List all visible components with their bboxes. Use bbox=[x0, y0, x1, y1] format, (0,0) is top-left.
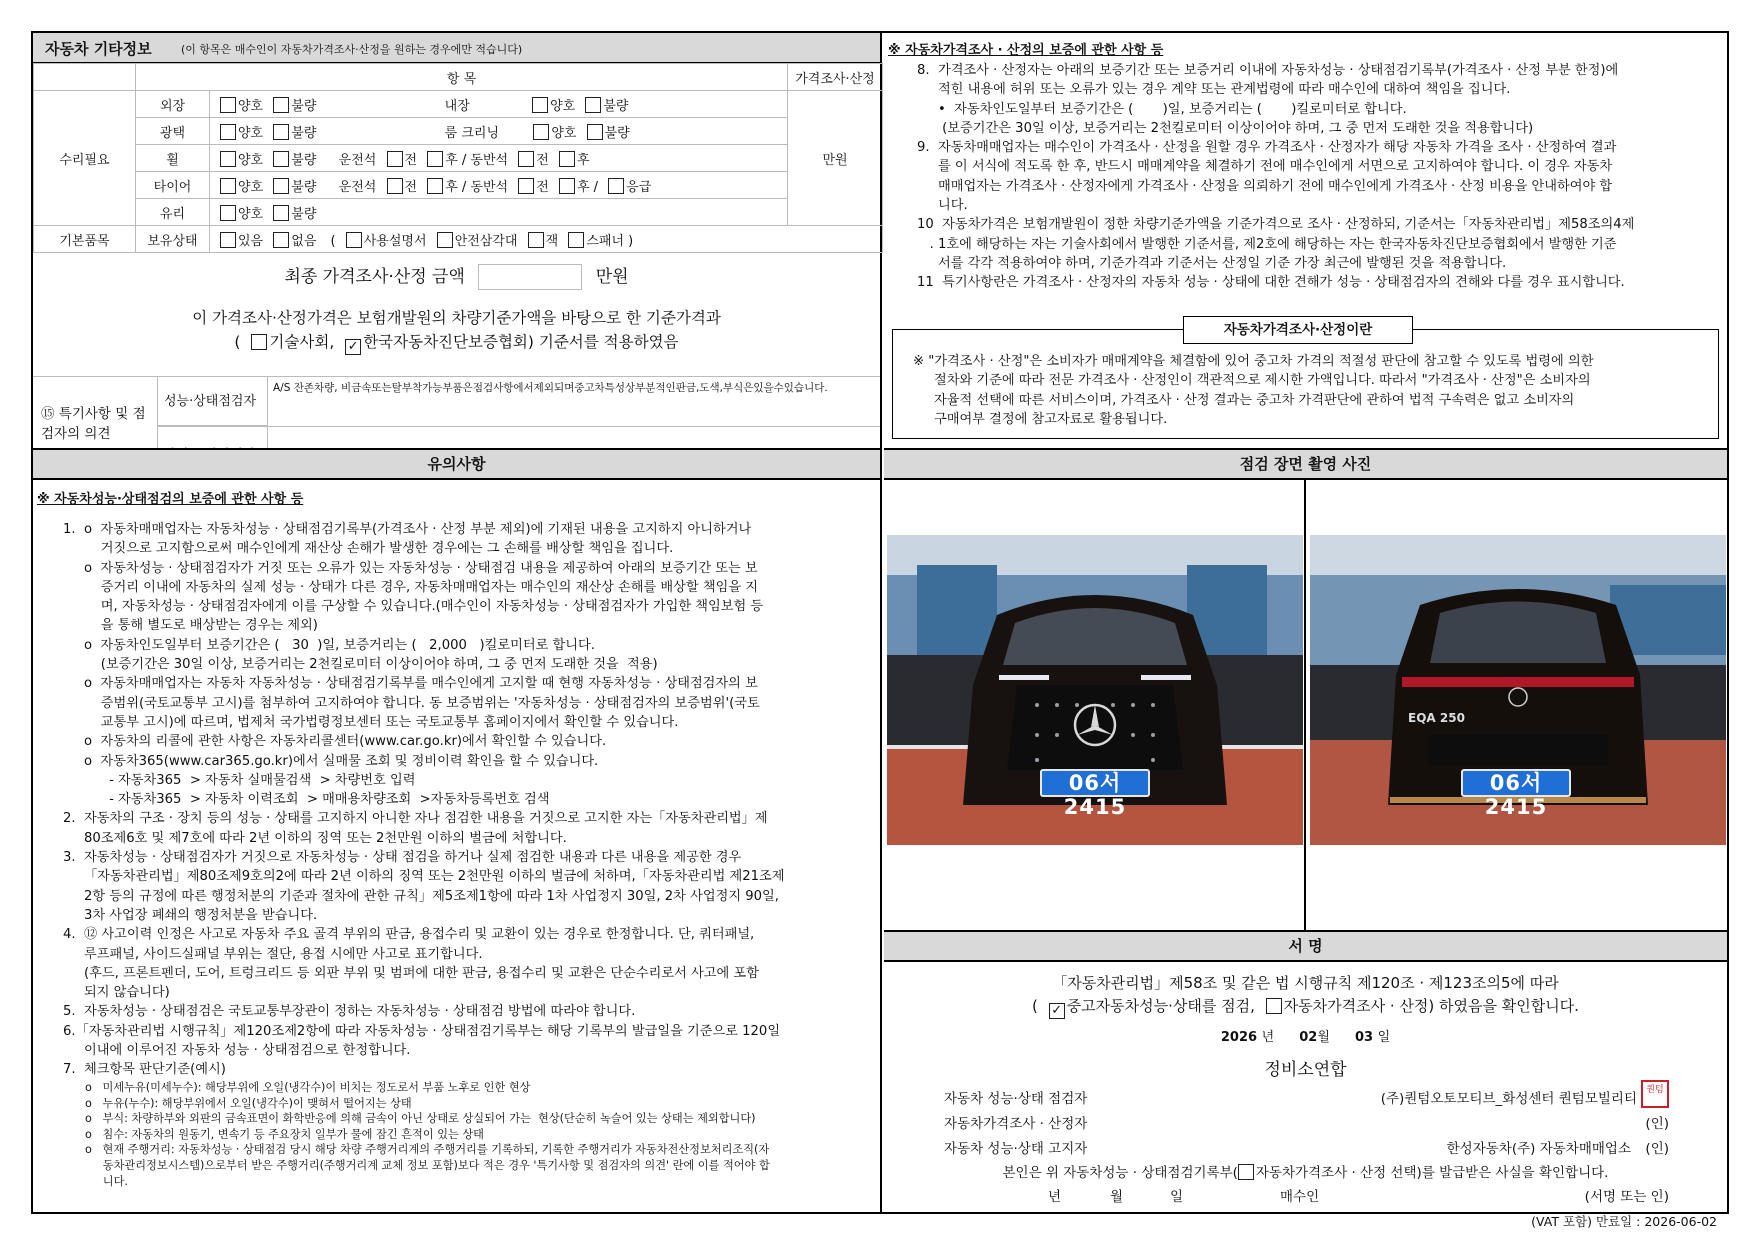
text-line: o 미세누유(미세누수): 해당부위에 오일(냉각수)이 비치는 정도로서 부품 노후로 인한 현상 bbox=[85, 1081, 531, 1094]
basis-kaa-checkbox[interactable]: ✓ bbox=[345, 339, 361, 355]
interior-good-checkbox[interactable] bbox=[532, 97, 548, 113]
price-guarantee bbox=[884, 33, 1727, 448]
expiry-footer: (VAT 포함) 만료일 : 2026-06-02 bbox=[1531, 1214, 1717, 1229]
photo-area bbox=[884, 480, 1727, 930]
text-line: 서를 각각 적용하여야 하며, 기준가격과 기준서는 산정일 기준 가장 최근에 발행된 것을 적용합니다. bbox=[917, 255, 1507, 271]
text-line: 「자동차관리법」제80조제9호의2에 따라 2년 이하의 징역 또는 2천만원 이하의 벌금에 처하며,「자동차관리법 제21조제 bbox=[63, 869, 785, 885]
text-line: o 침수: 자동차의 원동기, 변속기 등 주요장치 일부가 물에 잠긴 흔적이 있는 상태 bbox=[85, 1127, 484, 1141]
spanner-checkbox[interactable] bbox=[568, 232, 584, 248]
photo-header: 점검 장면 촬영 사진 bbox=[884, 448, 1727, 480]
text-line: • 자동차인도일부터 보증기간은 ( )일, 보증거리는 ( )킬로미터로 합니다. bbox=[917, 101, 1407, 117]
wheel-good-checkbox[interactable] bbox=[220, 151, 236, 167]
pricer-row-seal: (인) bbox=[1645, 1116, 1669, 1132]
exterior-row: 양호 불량 내장 양호 불량 bbox=[210, 91, 788, 118]
text-line: o 자동차매매업자는 자동차 자동차성능 · 상태점검기록부를 매수인에게 고지할 때 현행 자동차성능 · 상태점검자의 보 bbox=[63, 676, 758, 692]
front-photo bbox=[887, 535, 1303, 845]
left-column bbox=[33, 33, 882, 1212]
buyer-sign: (서명 또는 인) bbox=[1584, 1189, 1669, 1205]
sign-law: 「자동차관리법」제58조 및 같은 법 시행규칙 제120조 · 제123조의5에 따라 bbox=[1052, 974, 1559, 992]
text-line: o 부식: 차량하부와 외판의 금속표면이 화학반응에 의해 금속이 아닌 상태로 상실되어 가는 현상(단순히 녹슬어 있는 상태는 제외합니다) bbox=[85, 1112, 756, 1126]
text-line: 8. 가격조사 · 산정자는 아래의 보증기간 또는 보증거리 이내에 자동차성능 · 상태점검기록부(가격조사 · 산정 부분 한정)에 bbox=[917, 63, 1619, 78]
jack-checkbox[interactable] bbox=[528, 232, 544, 248]
text-line: 되지 않습니다) bbox=[63, 985, 170, 1001]
sign-date: 2026 년 02월 03 일 bbox=[1220, 1030, 1391, 1045]
text-line: 매매업자는 가격조사 · 산정자에게 가격조사 · 산정을 의뢰하기 전에 매수인에게 가격조사 · 산정 비용을 안내하여야 합 bbox=[917, 178, 1613, 194]
wheel-row: 양호 불량 운전석 전 후 / 동반석 전 후 bbox=[210, 145, 788, 172]
manual-checkbox[interactable] bbox=[346, 232, 362, 248]
glass-good-checkbox[interactable] bbox=[220, 205, 236, 221]
text-line: 루프패널, 사이드실패널 부위는 절단, 용접 시에만 사고로 표기합니다. bbox=[63, 946, 483, 962]
gloss-row: 양호 불량 룸 크리닝 양호 불량 bbox=[210, 118, 788, 145]
association-name: 정비소연합 bbox=[1264, 1060, 1347, 1080]
final-price-label: 최종 가격조사·산정 금액 bbox=[284, 267, 465, 287]
buyer-price-checkbox[interactable] bbox=[1238, 1164, 1254, 1180]
glass-bad-checkbox[interactable] bbox=[273, 205, 289, 221]
owned-no-checkbox[interactable] bbox=[273, 232, 289, 248]
tire-pass-front-checkbox[interactable] bbox=[518, 178, 534, 194]
text-line: 6.「자동차관리법 시행규칙」제120조제2항에 따라 자동차성능 · 상태점검기록부는 해당 기록부의 발급일을 기준으로 120일 bbox=[63, 1023, 781, 1039]
buyer-day: 일 bbox=[1170, 1189, 1184, 1205]
notifier-row-label: 자동차 성능·상태 고지자 bbox=[944, 1141, 1088, 1157]
text-line: 자율적 선택에 따른 서비스이며, 가격조사 · 산정 결과는 중고차 가격판단에 관하여 법적 구속력은 없고 소비자의 bbox=[913, 392, 1575, 408]
model-badge: EQA 250 bbox=[1408, 711, 1465, 725]
text-line: 며, 자동차성능 · 상태점검자에게 이를 구상할 수 있습니다.(매수인이 자동차성능 · 상태점검자가 가입한 책임보험 등 bbox=[63, 599, 764, 615]
gloss-bad-checkbox[interactable] bbox=[273, 124, 289, 140]
gloss-label: 광택 bbox=[136, 118, 210, 145]
text-line: - 자동차365 > 자동차 이력조회 > 매매용차량조회 >자동차등록번호 검색 bbox=[63, 792, 550, 808]
text-line: 2. 자동차의 구조 · 장치 등의 성능 · 상태를 고지하지 아니한 자나 점검한 내용을 거짓으로 고지한 자는「자동차관리법」제 bbox=[63, 811, 768, 827]
right-column bbox=[884, 33, 1727, 1229]
basic-row: 있음 없음 ( 사용설명서 안전삼각대 잭 스패너 ) bbox=[210, 226, 883, 253]
buyer-confirm: 본인은 위 자동차성능 · 상태점검기록부( 자동차가격조사 · 산정 선택)를 발급받은 사실을 확인합니다. bbox=[1002, 1165, 1609, 1181]
notice-header: 유의사항 bbox=[33, 448, 880, 480]
text-line: 을 통해 별도로 배상받는 경우는 제외) bbox=[63, 618, 318, 634]
tire-bad-checkbox[interactable] bbox=[273, 178, 289, 194]
exterior-label: 외장 bbox=[136, 91, 210, 118]
interior-bad-checkbox[interactable] bbox=[585, 97, 601, 113]
guarantee-list bbox=[917, 61, 1723, 293]
gloss-good-checkbox[interactable] bbox=[220, 124, 236, 140]
basic-label: 기본품목 bbox=[34, 226, 136, 253]
wheel-driver-front-checkbox[interactable] bbox=[387, 151, 403, 167]
glass-row: 양호 불량 bbox=[210, 199, 788, 226]
text-line: 1. o 자동차매매업자는 자동차성능 · 상태점검기록부(가격조사 · 산정 부분 제외)에 기재된 내용을 고지하지 아니하거나 bbox=[63, 522, 752, 537]
tire-pass-rear-checkbox[interactable] bbox=[559, 178, 575, 194]
text-line: 4. ⑫ 사고이력 인정은 사고로 자동차 주요 골격 부위의 판금, 용접수리 및 교환이 있는 경우로 한정합니다. 단, 쿼터패널, bbox=[63, 927, 755, 943]
pricer-row-label: 자동차가격조사 · 산정자 bbox=[944, 1116, 1088, 1132]
final-price-block bbox=[33, 253, 880, 377]
definition-title: 자동차가격조사·산정이란 bbox=[1183, 316, 1413, 344]
inspector-row-label: 자동차 성능·상태 점검자 bbox=[944, 1091, 1088, 1107]
text-line: 11 특기사항란은 가격조사 · 산정자의 자동차 성능 · 상태에 대한 견해가 성능 · 상태점검자의 견해와 다를 경우 표시합니다. bbox=[917, 275, 1625, 291]
inspection-sheet bbox=[31, 31, 1729, 1229]
notifier-row-value: 한성자동차(주) 자동차매매업소 bbox=[1446, 1141, 1631, 1157]
rear-photo bbox=[1310, 535, 1726, 845]
price-unit: 만원 bbox=[788, 91, 883, 226]
text-line: o 현재 주행거리: 자동차성능 · 상태점검 당시 해당 차량 주행거리계의 주행거리를 기록하되, 기록한 주행거리가 자동차전산정보처리조직(자 bbox=[85, 1143, 770, 1157]
text-line: (보증기간은 30일 이상, 보증거리는 2천킬로미터 이상이어야 하며, 그 중 먼저 도래한 것을 적용합니다) bbox=[917, 120, 1534, 136]
tire-driver-front-checkbox[interactable] bbox=[387, 178, 403, 194]
notifier-row-seal: (인) bbox=[1645, 1141, 1669, 1157]
inspector-text: A/S 잔존차량, 비금속또는탈부착가능부품은점검사항에서제외되며중고차특성상부분적인판금,도색,부식은있을수있습니다. bbox=[273, 382, 828, 394]
tire-driver-rear-checkbox[interactable] bbox=[427, 178, 443, 194]
text-line: 동차관리정보시스템)으로부터 받은 주행거리(주행거리계 교체 정보 포함)보다 적은 경우 '특기사항 및 점검자의 의견' 란에 이를 적어야 합 bbox=[85, 1158, 770, 1172]
price-header: 가격조사·산정 bbox=[788, 64, 883, 91]
text-line: 를 이 서식에 적도록 한 후, 반드시 매매계약을 체결하기 전에 매수인에게 서면으로 고지하여야 합니다. 이 경우 자동차 bbox=[917, 159, 1613, 175]
owned-label: 보유상태 bbox=[136, 226, 210, 253]
wheel-pass-front-checkbox[interactable] bbox=[518, 151, 534, 167]
buyer-year: 년 bbox=[1048, 1189, 1062, 1205]
text-line: o 자동차의 리콜에 관한 사항은 자동차리콜센터(www.car.go.kr)에서 확인할 수 있습니다. bbox=[63, 734, 607, 750]
price-check-checkbox[interactable] bbox=[1266, 998, 1282, 1014]
repair-label: 수리필요 bbox=[34, 91, 136, 226]
text-line: 5. 자동차성능 · 상태점검은 국토교통부장관이 정하는 자동차성능 · 상태점검 방법에 따라야 합니다. bbox=[63, 1004, 636, 1020]
text-line: 거짓으로 고지함으로써 매수인에게 재산상 손해가 발생한 경우에는 그 손해를 배상할 책임을 집니다. bbox=[63, 541, 674, 557]
tire-label: 타이어 bbox=[136, 172, 210, 199]
company-seal: 퀀텀 bbox=[1641, 1080, 1669, 1108]
check-list bbox=[85, 1080, 878, 1189]
text-line: 니다. bbox=[85, 1174, 128, 1188]
other-info-header bbox=[33, 33, 880, 63]
text-line: (후드, 프론트펜더, 도어, 트렁크리드 등 외판 부위 및 범퍼에 대한 판금, 용접수리 및 교환은 단순수리로서 사고에 포함 bbox=[63, 965, 759, 981]
sign-area bbox=[884, 962, 1727, 1229]
text-line: . 1호에 해당하는 자는 기술사회에서 발행한 기준서를, 제2호에 해당하는 자는 한국자동차진단보증협회에서 발행한 기준 bbox=[917, 236, 1617, 252]
other-info-table bbox=[33, 63, 880, 251]
basis-line-2: ( 기술사회, ✓ 한국자동차진단보증협회) 기준서를 적용하였음 bbox=[234, 333, 679, 354]
inspector-row-value: (주)퀀텀오토모티브_화성센터 퀀텀모빌리티 bbox=[1380, 1091, 1637, 1107]
text-line: 적힌 내용에 허위 또는 오류가 있는 경우 계약 또는 관계법령에 따라 매수인에 대하여 책임을 집니다. bbox=[917, 82, 1511, 98]
buyer-label: 매수인 bbox=[1280, 1189, 1320, 1205]
inspector-label: 성능·상태점검자 bbox=[158, 376, 268, 426]
notice-subtitle: ※ 자동차성능·상태점검의 보증에 관한 사항 등 bbox=[37, 492, 304, 507]
sign-confirm: ( ✓ 중고자동차성능·상태를 점검, 자동차가격조사 · 산정) 하였음을 확인합니다. bbox=[1032, 997, 1579, 1018]
text-line: 3. 자동차성능 · 상태점검자가 거짓으로 자동차성능 · 상태 점검을 하거나 실제 점검한 내용과 다른 내용을 제공한 경우 bbox=[63, 850, 742, 866]
rear-plate: 06서 2415 bbox=[1461, 769, 1571, 797]
definition-text bbox=[913, 352, 1712, 429]
room-good-checkbox[interactable] bbox=[533, 124, 549, 140]
used-car-checkbox[interactable]: ✓ bbox=[1049, 1003, 1065, 1019]
text-line: ※ "가격조사 · 산정"은 소비자가 매매계약을 체결함에 있어 중고차 가격의 적절성 판단에 참고할 수 있도록 법령에 의한 bbox=[913, 354, 1594, 369]
wheel-bad-checkbox[interactable] bbox=[273, 151, 289, 167]
text-line: 7. 체크항목 판단기준(예시) bbox=[63, 1062, 226, 1078]
interior-label: 내장 bbox=[444, 98, 470, 114]
text-line: 이내에 이루어진 자동차 성능 · 상태점검으로 한정합니다. bbox=[63, 1043, 411, 1059]
basis-tech-checkbox[interactable] bbox=[251, 334, 267, 350]
final-price-unit: 만원 bbox=[595, 267, 629, 287]
text-line: 증범위(국토교통부 고시)를 첨부하여 고지하여야 합니다. 동 보증범위는 '자동차성능 · 상태점검자의 보증범위'(국토 bbox=[63, 695, 760, 711]
tire-good-checkbox[interactable] bbox=[220, 178, 236, 194]
tire-row: 양호 불량 운전석 전 후 / 동반석 전 후 / 응급 bbox=[210, 172, 788, 199]
exterior-good-checkbox[interactable] bbox=[220, 97, 236, 113]
text-line: 구매여부 결정에 참고자료로 활용됩니다. bbox=[913, 411, 1168, 427]
text-line: 2항 등의 규정에 따른 행정처분의 기준과 절차에 관한 규칙」제5조제1항에 따라 1차 사업정지 30일, 2차 사업정지 90일, bbox=[63, 888, 779, 904]
glass-label: 유리 bbox=[136, 199, 210, 226]
other-info-title: 자동차 기타정보 bbox=[45, 40, 152, 58]
text-line: o 자동차인도일부터 보증기간은 ( 30 )일, 보증거리는 ( 2,000 )킬로미터로 합니다. bbox=[63, 637, 595, 653]
triangle-checkbox[interactable] bbox=[437, 232, 453, 248]
definition-box bbox=[892, 322, 1719, 439]
exterior-bad-checkbox[interactable] bbox=[273, 97, 289, 113]
buyer-month: 월 bbox=[1110, 1189, 1124, 1205]
notice-body bbox=[33, 486, 880, 1212]
text-line: (보증기간은 30일 이상, 보증거리는 2천킬로미터 이상이어야 하며, 그 중 먼저 도래한 것을 적용) bbox=[63, 657, 658, 673]
text-line: 9. 자동차매매업자는 매수인이 가격조사 · 산정을 원할 경우 가격조사 · 산정자가 해당 자동차 가격을 조사 · 산정하여 결과 bbox=[917, 140, 1617, 156]
text-line: 절차와 기준에 따라 전문 가격조사 · 산정인이 객관적으로 제시한 가액입니다. 따라서 "가격조사 · 산정"은 소비자의 bbox=[913, 373, 1591, 389]
sign-header: 서 명 bbox=[884, 930, 1727, 962]
item-header: 항 목 bbox=[136, 64, 788, 91]
tire-emergency-checkbox[interactable] bbox=[608, 178, 624, 194]
guarantee-title: ※ 자동차가격조사 · 산정의 보증에 관한 사항 등 bbox=[888, 43, 1164, 58]
wheel-driver-rear-checkbox[interactable] bbox=[427, 151, 443, 167]
text-line: 니다. bbox=[917, 198, 968, 214]
final-price-input[interactable] bbox=[478, 264, 582, 290]
special-label: ⑮ 특기사항 및 점검자의 의견 bbox=[41, 406, 146, 442]
text-line: o 누유(누수): 해당부위에서 오일(냉각수)이 맺혀서 떨어지는 상태 bbox=[85, 1096, 412, 1110]
front-plate: 06서 2415 bbox=[1040, 769, 1150, 797]
notice-list bbox=[63, 520, 878, 1080]
owned-yes-checkbox[interactable] bbox=[220, 232, 236, 248]
text-line: 교통부 고시)에 따르며, 법제처 국가법령정보센터 또는 국토교통부 홈페이지에서 확인할 수 있습니다. bbox=[63, 714, 679, 730]
text-line: - 자동차365 > 자동차 실매물검색 > 차량번호 입력 bbox=[63, 772, 416, 788]
text-line: 80조제6호 및 제7호에 따라 2년 이하의 징역 또는 2천만원 이하의 벌금에 처합니다. bbox=[63, 830, 567, 846]
room-bad-checkbox[interactable] bbox=[587, 124, 603, 140]
text-line: 3차 사업장 폐쇄의 행정처분을 받습니다. bbox=[63, 907, 318, 923]
other-info-note: (이 항목은 매수인이 자동차가격조사·산정을 원하는 경우에만 적습니다) bbox=[181, 43, 523, 56]
room-clean-label: 룸 크리닝 bbox=[444, 125, 500, 141]
text-line: o 자동차성능 · 상태점검자가 거짓 또는 오류가 있는 자동차성능 · 상태점검 내용을 제공하여 아래의 보증기간 또는 보 bbox=[63, 560, 758, 576]
basis-line-1: 이 가격조사·산정가격은 보험개발원의 차량기준가액을 바탕으로 한 기준가격과 bbox=[192, 309, 721, 327]
wheel-pass-rear-checkbox[interactable] bbox=[559, 151, 575, 167]
text-line: 10 자동차가격은 보험개발원이 정한 차량기준가액을 기준가격으로 조사 · 산정하되, 기준서는「자동차관리법」제58조의4제 bbox=[917, 217, 1635, 233]
wheel-label: 휠 bbox=[136, 145, 210, 172]
text-line: o 자동차365(www.car365.go.kr)에서 실매물 조회 및 정비이력 확인을 할 수 있습니다. bbox=[63, 753, 599, 769]
text-line: 증거리 이내에 자동차의 실제 성능 · 상태가 다른 경우, 자동차매매업자는 매수인의 재산상 손해를 배상할 책임을 지 bbox=[63, 579, 758, 595]
